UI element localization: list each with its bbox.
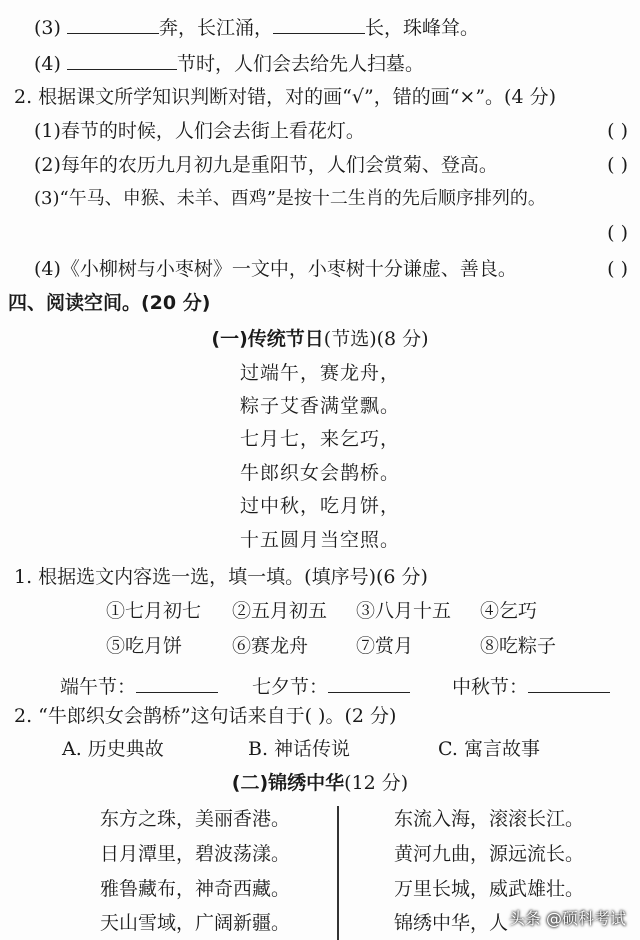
option-3: ③八月十五 [356, 600, 452, 622]
option-4: ④乞巧 [480, 600, 538, 622]
reading-1-q1-title: 1. 根据选文内容选一选，填一填。(填序号)(6 分) [14, 566, 428, 588]
judge-title: 2. 根据课文所学知识判断对错，对的画“√”，错的画“×”。(4 分) [14, 86, 557, 108]
watermark: 头条 @硕科考试 [508, 909, 626, 928]
field-qixi [252, 673, 410, 697]
blank-q4[interactable] [67, 50, 177, 70]
reading-2-left-1: 东方之珠，美丽香港。 [100, 808, 291, 830]
fill-q3 [34, 14, 479, 38]
poem-line-5: 过中秋，吃月饼， [239, 495, 400, 517]
option-6: ⑥赛龙舟 [232, 635, 309, 657]
reading-2-title-note: (12 分) [344, 772, 409, 794]
fill-q4 [34, 50, 424, 74]
choice-a[interactable]: A. 历史典故 [62, 738, 164, 760]
field-zhongqiu [452, 673, 610, 697]
judge-item-2: (2)每年的农历九月初九是重阳节，人们会赏菊、登高。 [34, 154, 498, 176]
option-5: ⑤吃月饼 [106, 635, 183, 657]
field-zhongqiu-label: 中秋节： [452, 676, 529, 698]
judge-item-4: (4)《小柳树与小枣树》一文中，小枣树十分谦虚、善良。 [34, 258, 517, 280]
column-divider [337, 806, 339, 940]
option-8: ⑧吃粽子 [480, 635, 557, 657]
option-2: ②五月初五 [232, 600, 328, 622]
judge-answer-2[interactable]: ( ) [607, 154, 628, 176]
field-qixi-label: 七夕节： [252, 676, 329, 698]
judge-item-3: (3)“午马、申猴、未羊、酉鸡”是按十二生肖的先后顺序排列的。 [34, 188, 546, 209]
judge-answer-4[interactable]: ( ) [607, 258, 628, 280]
judge-answer-3[interactable]: ( ) [607, 222, 628, 244]
reading-2-title: (二)锦绣中华 [231, 772, 345, 794]
field-zhongqiu-blank[interactable] [528, 673, 610, 693]
q3-number: (3) [34, 17, 61, 39]
q4-number: (4) [34, 53, 61, 75]
reading-1-heading [0, 330, 640, 349]
option-7: ⑦赏月 [356, 635, 414, 657]
q4-end-text: 节时，人们会去给先人扫墓。 [176, 53, 424, 75]
section-4-title: 四、阅读空间。(20 分) [8, 292, 211, 314]
poem-line-1: 过端午，赛龙舟， [239, 362, 400, 384]
reading-2-right-1: 东流入海，滚滚长江。 [394, 808, 585, 830]
blank-q3-2[interactable] [273, 14, 365, 34]
choice-c[interactable]: C. 寓言故事 [438, 738, 540, 760]
reading-2-right-2: 黄河九曲，源远流长。 [394, 843, 585, 865]
reading-2-left-4: 天山雪域，广阔新疆。 [100, 912, 291, 934]
reading-2-left-2: 日月潭里，碧波荡漾。 [100, 843, 291, 865]
poem-line-3: 七月七，来乞巧， [239, 428, 400, 450]
choice-b[interactable]: B. 神话传说 [248, 738, 351, 760]
judge-item-1: (1)春节的时候，人们会去街上看花灯。 [34, 120, 365, 142]
reading-1-title-note: (节选)(8 分) [323, 328, 429, 350]
judge-answer-1[interactable]: ( ) [607, 120, 628, 142]
field-duanwu-label: 端午节： [60, 676, 137, 698]
reading-2-heading [0, 774, 640, 793]
reading-2-left-3: 雅鲁藏布，神奇西藏。 [100, 878, 291, 900]
field-duanwu [60, 673, 218, 697]
poem-line-6: 十五圆月当空照。 [239, 529, 400, 551]
reading-1-q2-title: 2. “牛郎织女会鹊桥”这句话来自于( )。(2 分) [14, 705, 397, 727]
q3-end-text: 长，珠峰耸。 [364, 17, 479, 39]
option-1: ①七月初七 [106, 600, 202, 622]
reading-1-title: (一)传统节日 [211, 328, 324, 350]
poem-line-2: 粽子艾香满堂飘。 [239, 395, 400, 417]
poem-line-4: 牛郎织女会鹊桥。 [239, 462, 400, 484]
blank-q3-1[interactable] [67, 14, 159, 34]
field-qixi-blank[interactable] [328, 673, 410, 693]
q3-middle-text: 奔，长江涌， [158, 17, 273, 39]
reading-2-right-3: 万里长城，威武雄壮。 [394, 878, 585, 900]
field-duanwu-blank[interactable] [136, 673, 218, 693]
reading-2-right-4: 锦绣中华，人 [394, 912, 509, 934]
